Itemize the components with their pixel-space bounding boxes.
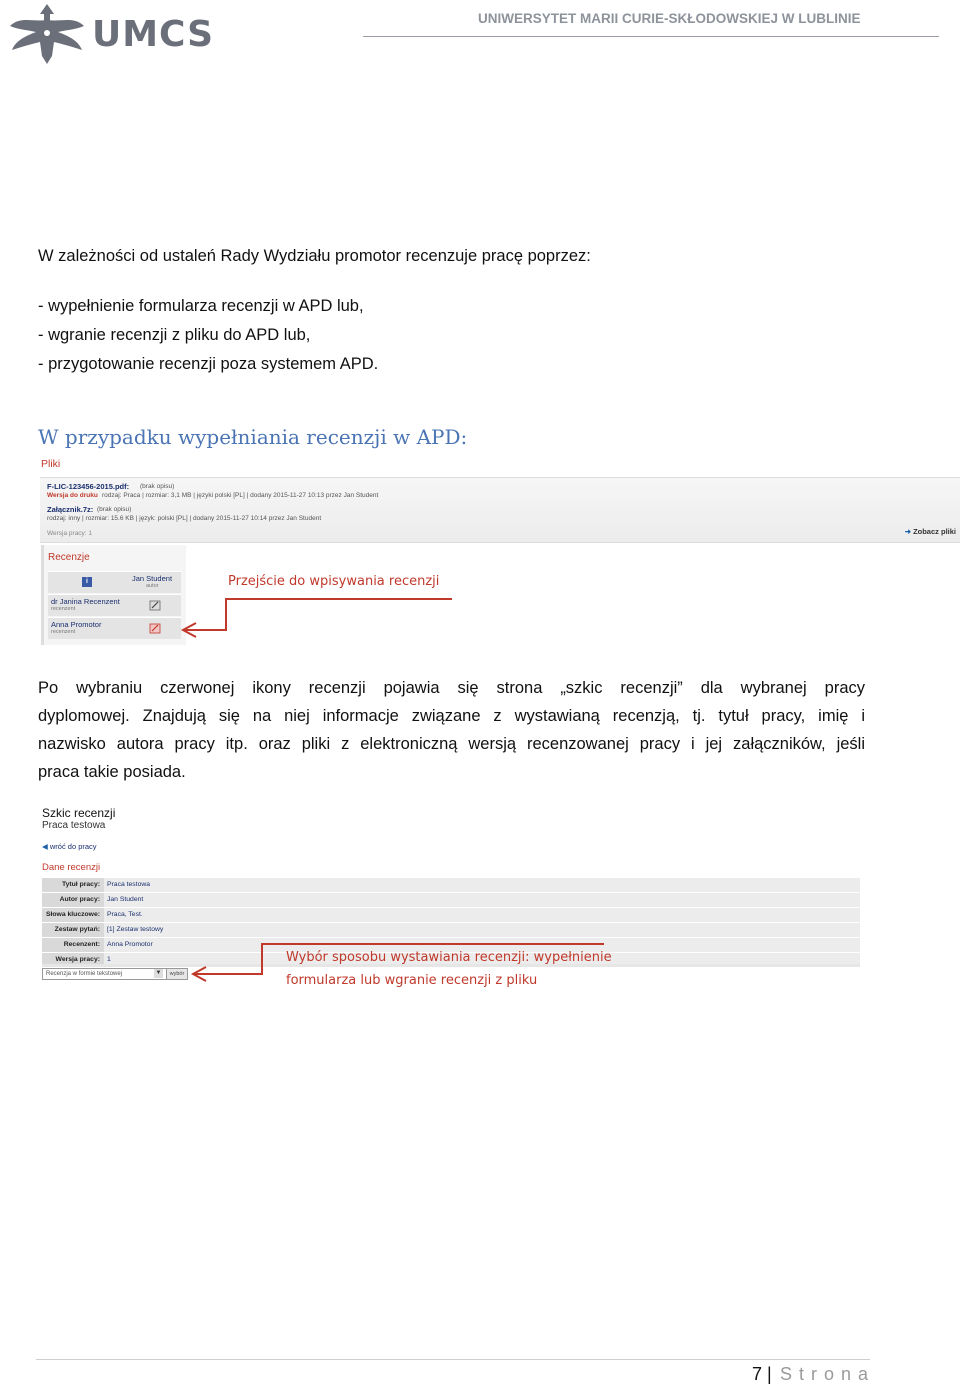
footer-divider xyxy=(36,1359,870,1360)
options-list xyxy=(38,292,378,379)
row-value: 1 xyxy=(104,953,860,967)
arrow-left-icon: ◀ xyxy=(42,842,48,851)
file-link[interactable]: F-LIC-123456-2015.pdf: xyxy=(47,482,130,491)
row-label: Tytuł pracy: xyxy=(42,878,104,892)
reviewer-role: recenzent xyxy=(51,629,76,635)
back-to-thesis-link[interactable] xyxy=(42,842,97,851)
select-confirm-button[interactable]: wybór xyxy=(166,968,188,980)
page-separator: | xyxy=(767,1364,772,1384)
view-files-label: Zobacz pliki xyxy=(913,527,956,536)
back-link-label: wróć do pracy xyxy=(49,842,97,851)
logo-text: UMCS xyxy=(92,14,215,55)
callout-line: Wybór sposobu wystawiania recenzji: wypełnienie xyxy=(286,950,612,965)
draft-title: Szkic recenzji xyxy=(42,806,116,820)
row-label: Słowa kluczowe: xyxy=(42,908,104,922)
file-desc: (brak opisu) xyxy=(140,483,175,490)
table-row xyxy=(42,893,860,908)
red-review-edit-icon[interactable] xyxy=(149,622,161,634)
table-row xyxy=(42,908,860,923)
info-icon[interactable]: i xyxy=(82,577,92,587)
review-author-name: Jan Student xyxy=(132,574,173,583)
review-row xyxy=(48,571,181,593)
reviewer-name: Anna Promotor xyxy=(51,620,102,629)
row-label: Autor pracy: xyxy=(42,893,104,907)
row-value: Jan Student xyxy=(104,893,860,907)
row-value: Praca, Test. xyxy=(104,908,860,922)
intro-paragraph: W zależności od ustaleń Rady Wydziału promotor recenzuje pracę poprzez: xyxy=(38,247,591,265)
review-row xyxy=(48,594,181,616)
paragraph-line: nazwisko autora pracy itp. oraz pliki z elektroniczną wersją recenzowanej pracy i jej załączników, jeśli xyxy=(38,735,865,753)
draft-subtitle: Praca testowa xyxy=(42,820,106,831)
eagle-crest-icon xyxy=(2,0,92,68)
reviewer-name: dr Janina Recenzent xyxy=(51,597,120,606)
file-meta: rodzaj: inny | rozmiar: 15.6 KB | język: polski [PL] | dodany 2015-11-27 10:14 przez Jan Student xyxy=(47,515,322,522)
callout-arrow xyxy=(186,938,606,982)
review-data-heading: Dane recenzji xyxy=(42,862,101,873)
paragraph-line: Po wybraniu czerwonej ikony recenzji pojawia się strona „szkic recenzji” dla wybranej pracy xyxy=(38,679,865,697)
university-name: UNIWERSYTET MARII CURIE-SKŁODOWSKIEJ W LUBLINIE xyxy=(478,11,861,26)
reviewer-role: recenzent xyxy=(51,606,76,612)
file-link[interactable]: Załącznik.7z: xyxy=(47,505,94,514)
table-row xyxy=(42,878,860,893)
row-value: Anna Promotor xyxy=(104,938,860,952)
version-line: Wersja pracy: 1 xyxy=(47,530,93,537)
row-label: Zestaw pytań: xyxy=(42,923,104,937)
section-heading: W przypadku wypełniania recenzji w APD: xyxy=(38,425,468,449)
file-version-badge: Wersja do druku xyxy=(47,492,98,499)
callout-arrow xyxy=(178,592,460,638)
files-panel xyxy=(40,477,960,543)
file-desc: (brak opisu) xyxy=(97,506,132,513)
view-files-link[interactable] xyxy=(905,527,956,536)
option-item: - wypełnienie formularza recenzji w APD lub, xyxy=(38,297,364,315)
row-label: Recenzent: xyxy=(42,938,104,952)
option-item: - przygotowanie recenzji poza systemem APD. xyxy=(38,355,379,373)
arrow-right-icon: ➜ xyxy=(904,527,914,536)
chevron-down-icon[interactable]: ▼ xyxy=(155,970,162,976)
review-edit-icon[interactable] xyxy=(149,599,161,611)
header-divider xyxy=(363,36,939,37)
option-item: - wgranie recenzji z pliku do APD lub, xyxy=(38,326,311,344)
table-row xyxy=(42,923,860,938)
callout-line: formularza lub wgranie recenzji z pliku xyxy=(286,973,538,988)
paragraph-line: dyplomowej. Znajdują się na niej informacje związane z wystawianą recenzją, tj. tytuł pracy, imię i xyxy=(38,707,865,725)
review-mode-select[interactable]: Recenzja w formie tekstowej xyxy=(42,968,167,980)
review-row xyxy=(48,617,181,639)
file-meta: rodzaj: Praca | rozmiar: 3,1 MB | języki polski [PL] | dodany 2015-11-27 10:13 przez Jan Student xyxy=(102,492,379,499)
review-author-role: autor xyxy=(146,583,159,589)
row-value: [1] Zestaw testowy xyxy=(104,923,860,937)
body-paragraph xyxy=(38,674,865,786)
row-label: Wersja pracy: xyxy=(42,953,104,967)
files-title: Pliki xyxy=(41,458,61,470)
page-label: Strona xyxy=(780,1364,876,1384)
row-value: Praca testowa xyxy=(104,878,860,892)
callout-label: Przejście do wpisywania recenzji xyxy=(228,574,440,589)
paragraph-line: praca takie posiada. xyxy=(38,763,186,781)
reviews-title: Recenzje xyxy=(48,552,90,563)
page-number: 7 xyxy=(752,1364,763,1384)
